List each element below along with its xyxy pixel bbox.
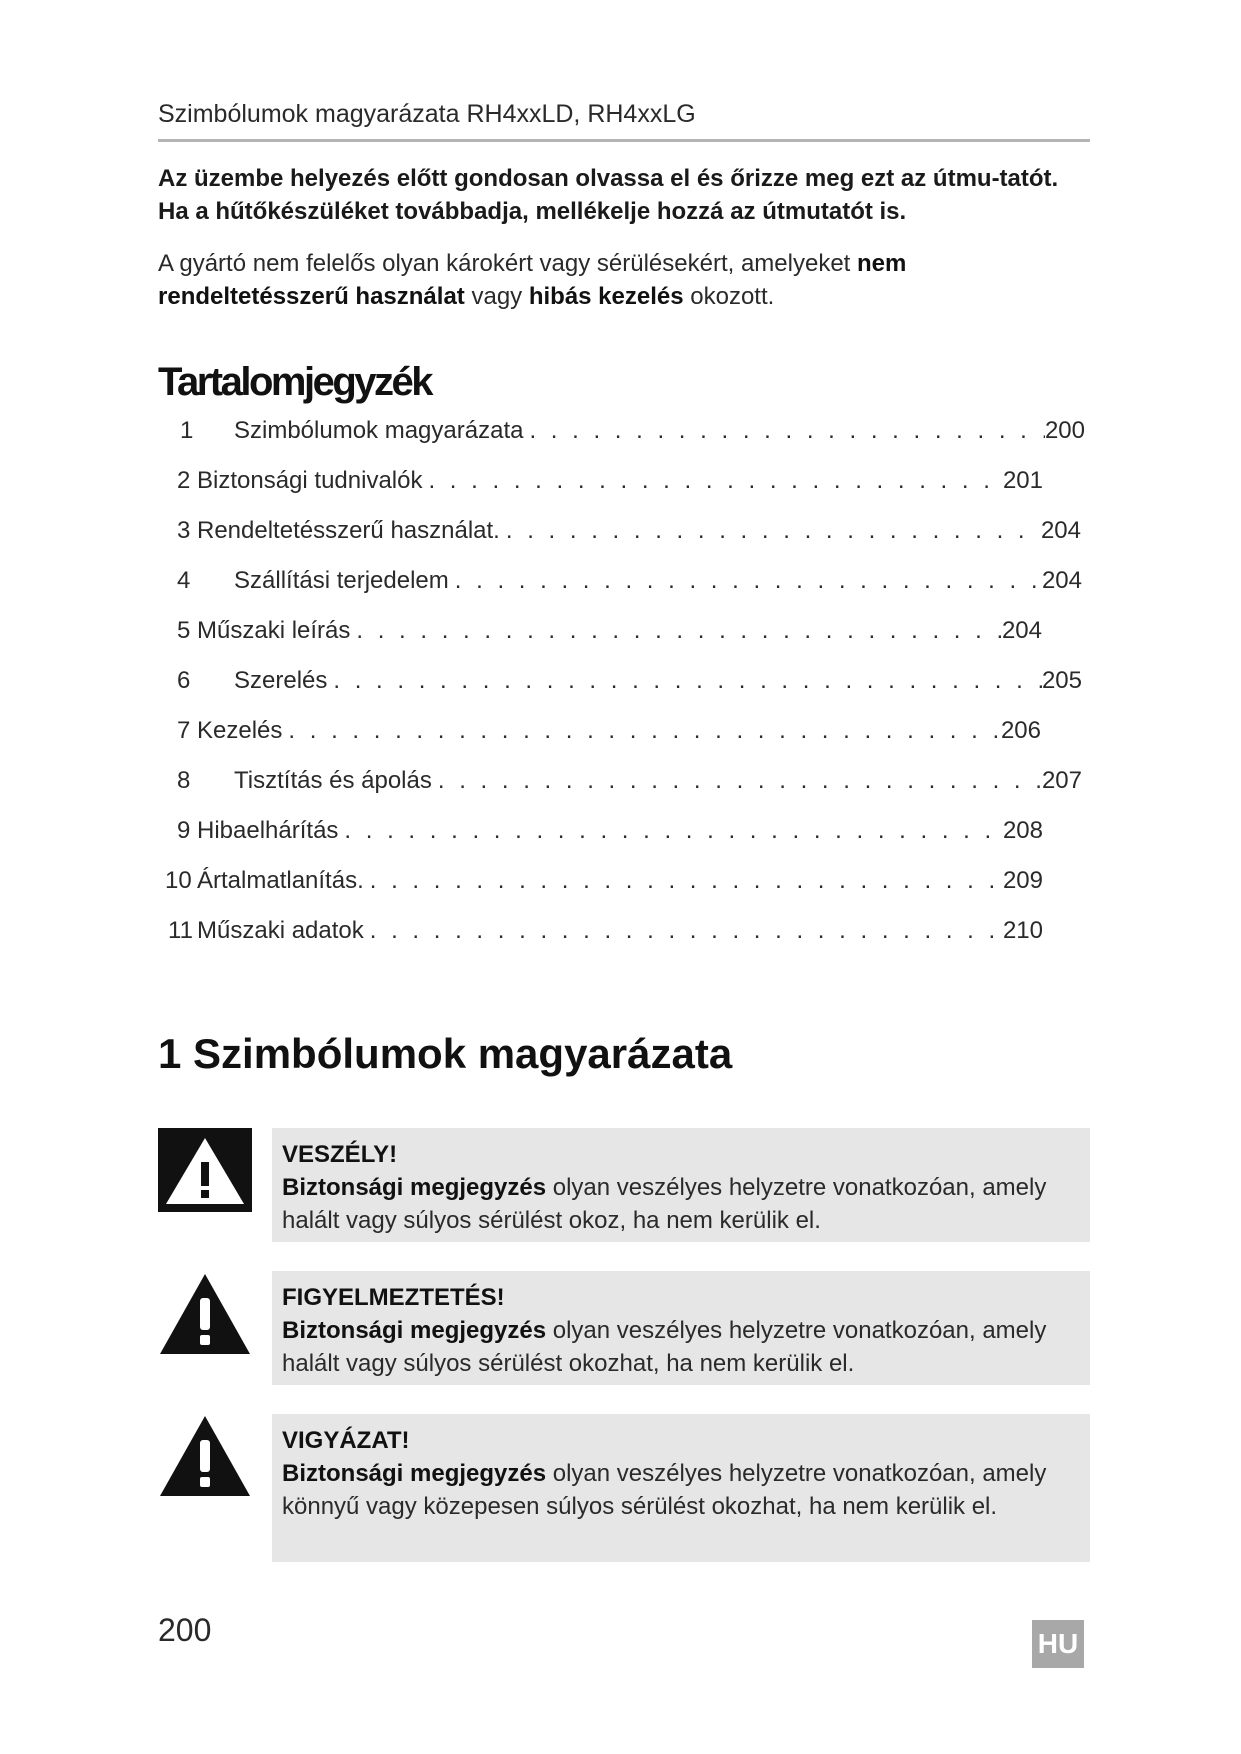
toc-entry-number: 8 xyxy=(177,767,191,794)
toc-entry[interactable] xyxy=(177,517,1081,551)
toc-entry-page: 205 xyxy=(1041,667,1082,694)
toc-leader-dots xyxy=(449,567,1042,595)
toc-entry-page: 209 xyxy=(1002,867,1043,894)
toc-entry-page: 201 xyxy=(1002,467,1043,494)
toc-entry-page: 204 xyxy=(1041,567,1082,594)
notice-text: olyan veszélyes helyzetre vonatkozóan, amely halált vagy súlyos sérülést okozhat, ha nem kerülik el. xyxy=(282,1317,1047,1377)
toc-entry-title: Tisztítás és ápolás xyxy=(234,767,432,794)
toc-entry[interactable] xyxy=(177,667,1082,701)
toc-entry-title: Műszaki leírás xyxy=(197,617,351,644)
toc-leader-dots xyxy=(350,617,1002,645)
intro-warning-text: Az üzembe helyezés előtt gondosan olvassa el és őrizze meg ezt az útmu-tatót. Ha a hűtőkészüléket továbbadja, mellékelje hozzá az útmutatót is. xyxy=(158,165,1059,225)
intro-text-part: okozott. xyxy=(683,283,775,310)
toc-entry-number: 2 xyxy=(177,467,191,494)
toc-entry-title: Rendeltetésszerű használat. xyxy=(197,517,500,544)
danger-notice xyxy=(272,1128,1090,1242)
notice-text: olyan veszélyes helyzetre vonatkozóan, amely halált vagy súlyos sérülést okoz, ha nem kerülik el. xyxy=(282,1174,1047,1234)
intro-text-bold: hibás kezelés xyxy=(528,283,684,310)
toc-entry-number: 6 xyxy=(177,667,191,694)
notice-text: olyan veszélyes helyzetre vonatkozóan, amely könnyű vagy közepesen súlyos sérülést okozhat, ha nem kerülik el. xyxy=(282,1460,1047,1520)
toc-entry[interactable] xyxy=(168,917,1043,951)
toc-entry-number: 5 xyxy=(177,617,191,644)
intro-text-part: A gyártó nem felelős olyan károkért vagy sérülésekért, amelyeket xyxy=(158,250,857,277)
toc-leader-dots xyxy=(432,767,1042,795)
intro-text-part: vagy xyxy=(464,283,529,310)
notice-bold-term: Biztonsági megjegyzés xyxy=(282,1174,547,1201)
language-badge: HU xyxy=(1032,1620,1084,1668)
toc-entry-page: 200 xyxy=(1044,417,1085,444)
notice-label: VIGYÁZAT! xyxy=(282,1427,410,1454)
notice-label: FIGYELMEZTETÉS! xyxy=(282,1284,505,1311)
toc-entry-number: 10 xyxy=(165,867,192,894)
caution-triangle-icon xyxy=(158,1414,252,1498)
toc-leader-dots xyxy=(523,417,1045,445)
notice-bold-term: Biztonsági megjegyzés xyxy=(282,1460,547,1487)
toc-entry[interactable] xyxy=(180,417,1085,451)
toc-entry-number: 1 xyxy=(180,417,194,444)
toc-entry-page: 206 xyxy=(1000,717,1041,744)
page-number: 200 xyxy=(158,1612,212,1648)
toc-entry-title: Szerelés xyxy=(234,667,328,694)
toc-entry[interactable] xyxy=(177,467,1043,501)
toc-entry-title: Műszaki adatok xyxy=(197,917,364,944)
toc-entry[interactable] xyxy=(177,617,1042,651)
toc-entry-page: 210 xyxy=(1002,917,1043,944)
toc-entry-number: 11 xyxy=(168,917,193,944)
toc-leader-dots xyxy=(327,667,1042,695)
toc-entry[interactable] xyxy=(177,717,1041,751)
toc-leader-dots xyxy=(422,467,1002,495)
intro-text-bold: nem rendeltetésszerű használat xyxy=(158,250,907,310)
toc-entry-title: Szállítási terjedelem xyxy=(234,567,449,594)
toc-entry-number: 3 xyxy=(177,517,191,544)
warning-notice xyxy=(272,1271,1090,1385)
toc-entry[interactable] xyxy=(165,867,1043,901)
toc-title: Tartalomjegyzék xyxy=(158,360,431,404)
warning-triangle-icon xyxy=(158,1272,252,1356)
toc-entry[interactable] xyxy=(177,817,1043,851)
toc-entry-page: 204 xyxy=(1040,517,1081,544)
toc-entry[interactable] xyxy=(177,567,1082,601)
toc-entry-title: Hibaelhárítás xyxy=(197,817,339,844)
toc-entry-number: 4 xyxy=(177,567,191,594)
toc-entry-title: Biztonsági tudnivalók xyxy=(197,467,423,494)
toc-entry-number: 9 xyxy=(177,817,191,844)
toc-leader-dots xyxy=(500,517,1041,545)
toc-entry[interactable] xyxy=(177,767,1082,801)
notice-bold-term: Biztonsági megjegyzés xyxy=(282,1317,547,1344)
toc-entry-title: Ártalmatlanítás. xyxy=(197,867,364,894)
toc-leader-dots xyxy=(282,717,1001,745)
toc-leader-dots xyxy=(338,817,1003,845)
toc-entry-page: 204 xyxy=(1001,617,1042,644)
running-header: Szimbólumok magyarázata RH4xxLD, RH4xxLG xyxy=(158,100,1090,142)
intro-liability-text xyxy=(158,247,1093,313)
toc-entry-page: 208 xyxy=(1002,817,1043,844)
toc-entry-page: 207 xyxy=(1041,767,1082,794)
toc-entry-title: Szimbólumok magyarázata xyxy=(234,417,524,444)
toc-leader-dots xyxy=(364,867,1003,895)
caution-notice xyxy=(272,1414,1090,1562)
danger-warning-icon xyxy=(158,1128,252,1212)
section-heading: 1 Szimbólumok magyarázata xyxy=(158,1030,733,1077)
toc-leader-dots xyxy=(364,917,1003,945)
toc-entry-number: 7 xyxy=(177,717,191,744)
toc-entry-title: Kezelés xyxy=(197,717,283,744)
notice-label: VESZÉLY! xyxy=(282,1141,398,1168)
